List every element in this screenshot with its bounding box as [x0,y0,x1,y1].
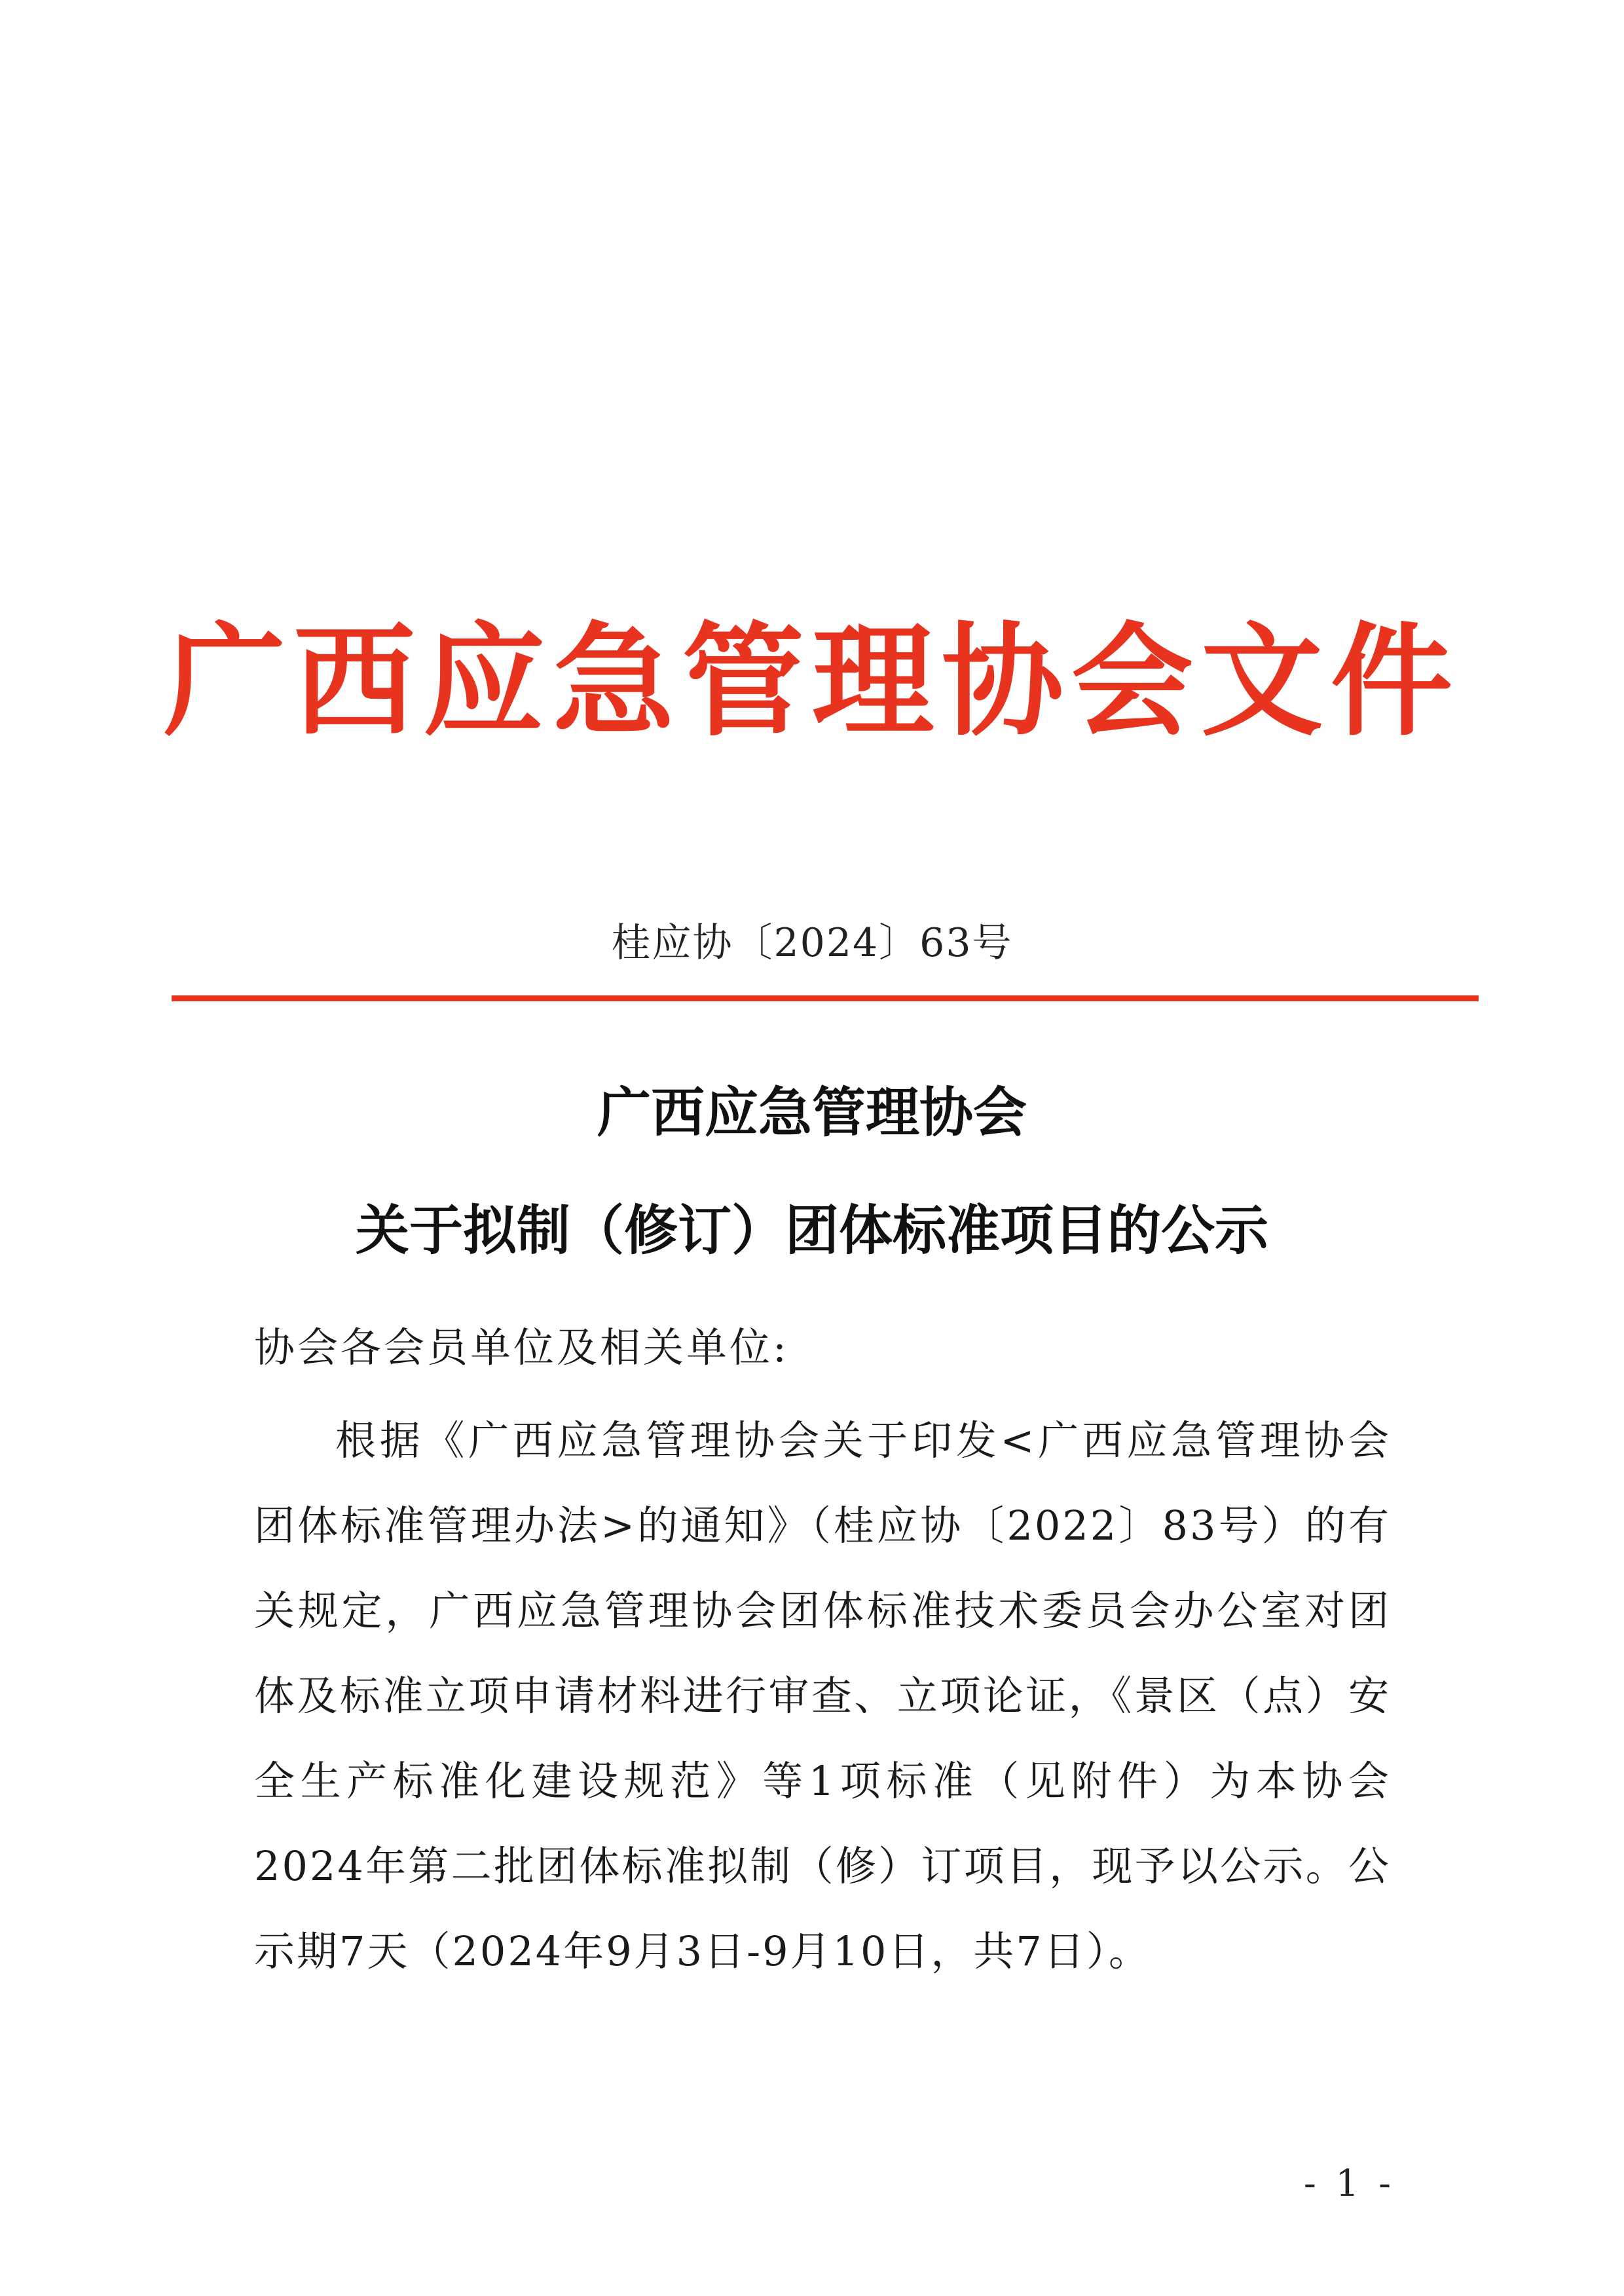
red-divider-line [172,995,1479,1001]
body-paragraph: 根据《广西应急管理协会关于印发<广西应急管理协会团体标准管理办法>的通知》（桂应协〔2022〕83号）的有关规定，广西应急管理协会团体标准技术委员会办公室对团体及标准立项申请材料进行审查、立项论证，《景区（点）安全生产标准化建设规范》等1项标准（见附件）为本协会2024年第二批团体标准拟制（修）订项目，现予以公示。公示期7天（2024年9月3日-9月10日，共7日）。 [254,1416,1391,1975]
document-number: 桂应协〔2024〕63号 [611,920,1013,966]
salutation: 协会各会员单位及相关单位: [254,1324,789,1371]
document-title-line-2: 关于拟制（修订）团体标准项目的公示 [355,1200,1268,1262]
document-title-line-1: 广西应急管理协会 [597,1082,1027,1144]
issuer-header: 广西应急管理协会文件 [163,609,1460,752]
page-number: - 1 - [1303,2162,1395,2205]
